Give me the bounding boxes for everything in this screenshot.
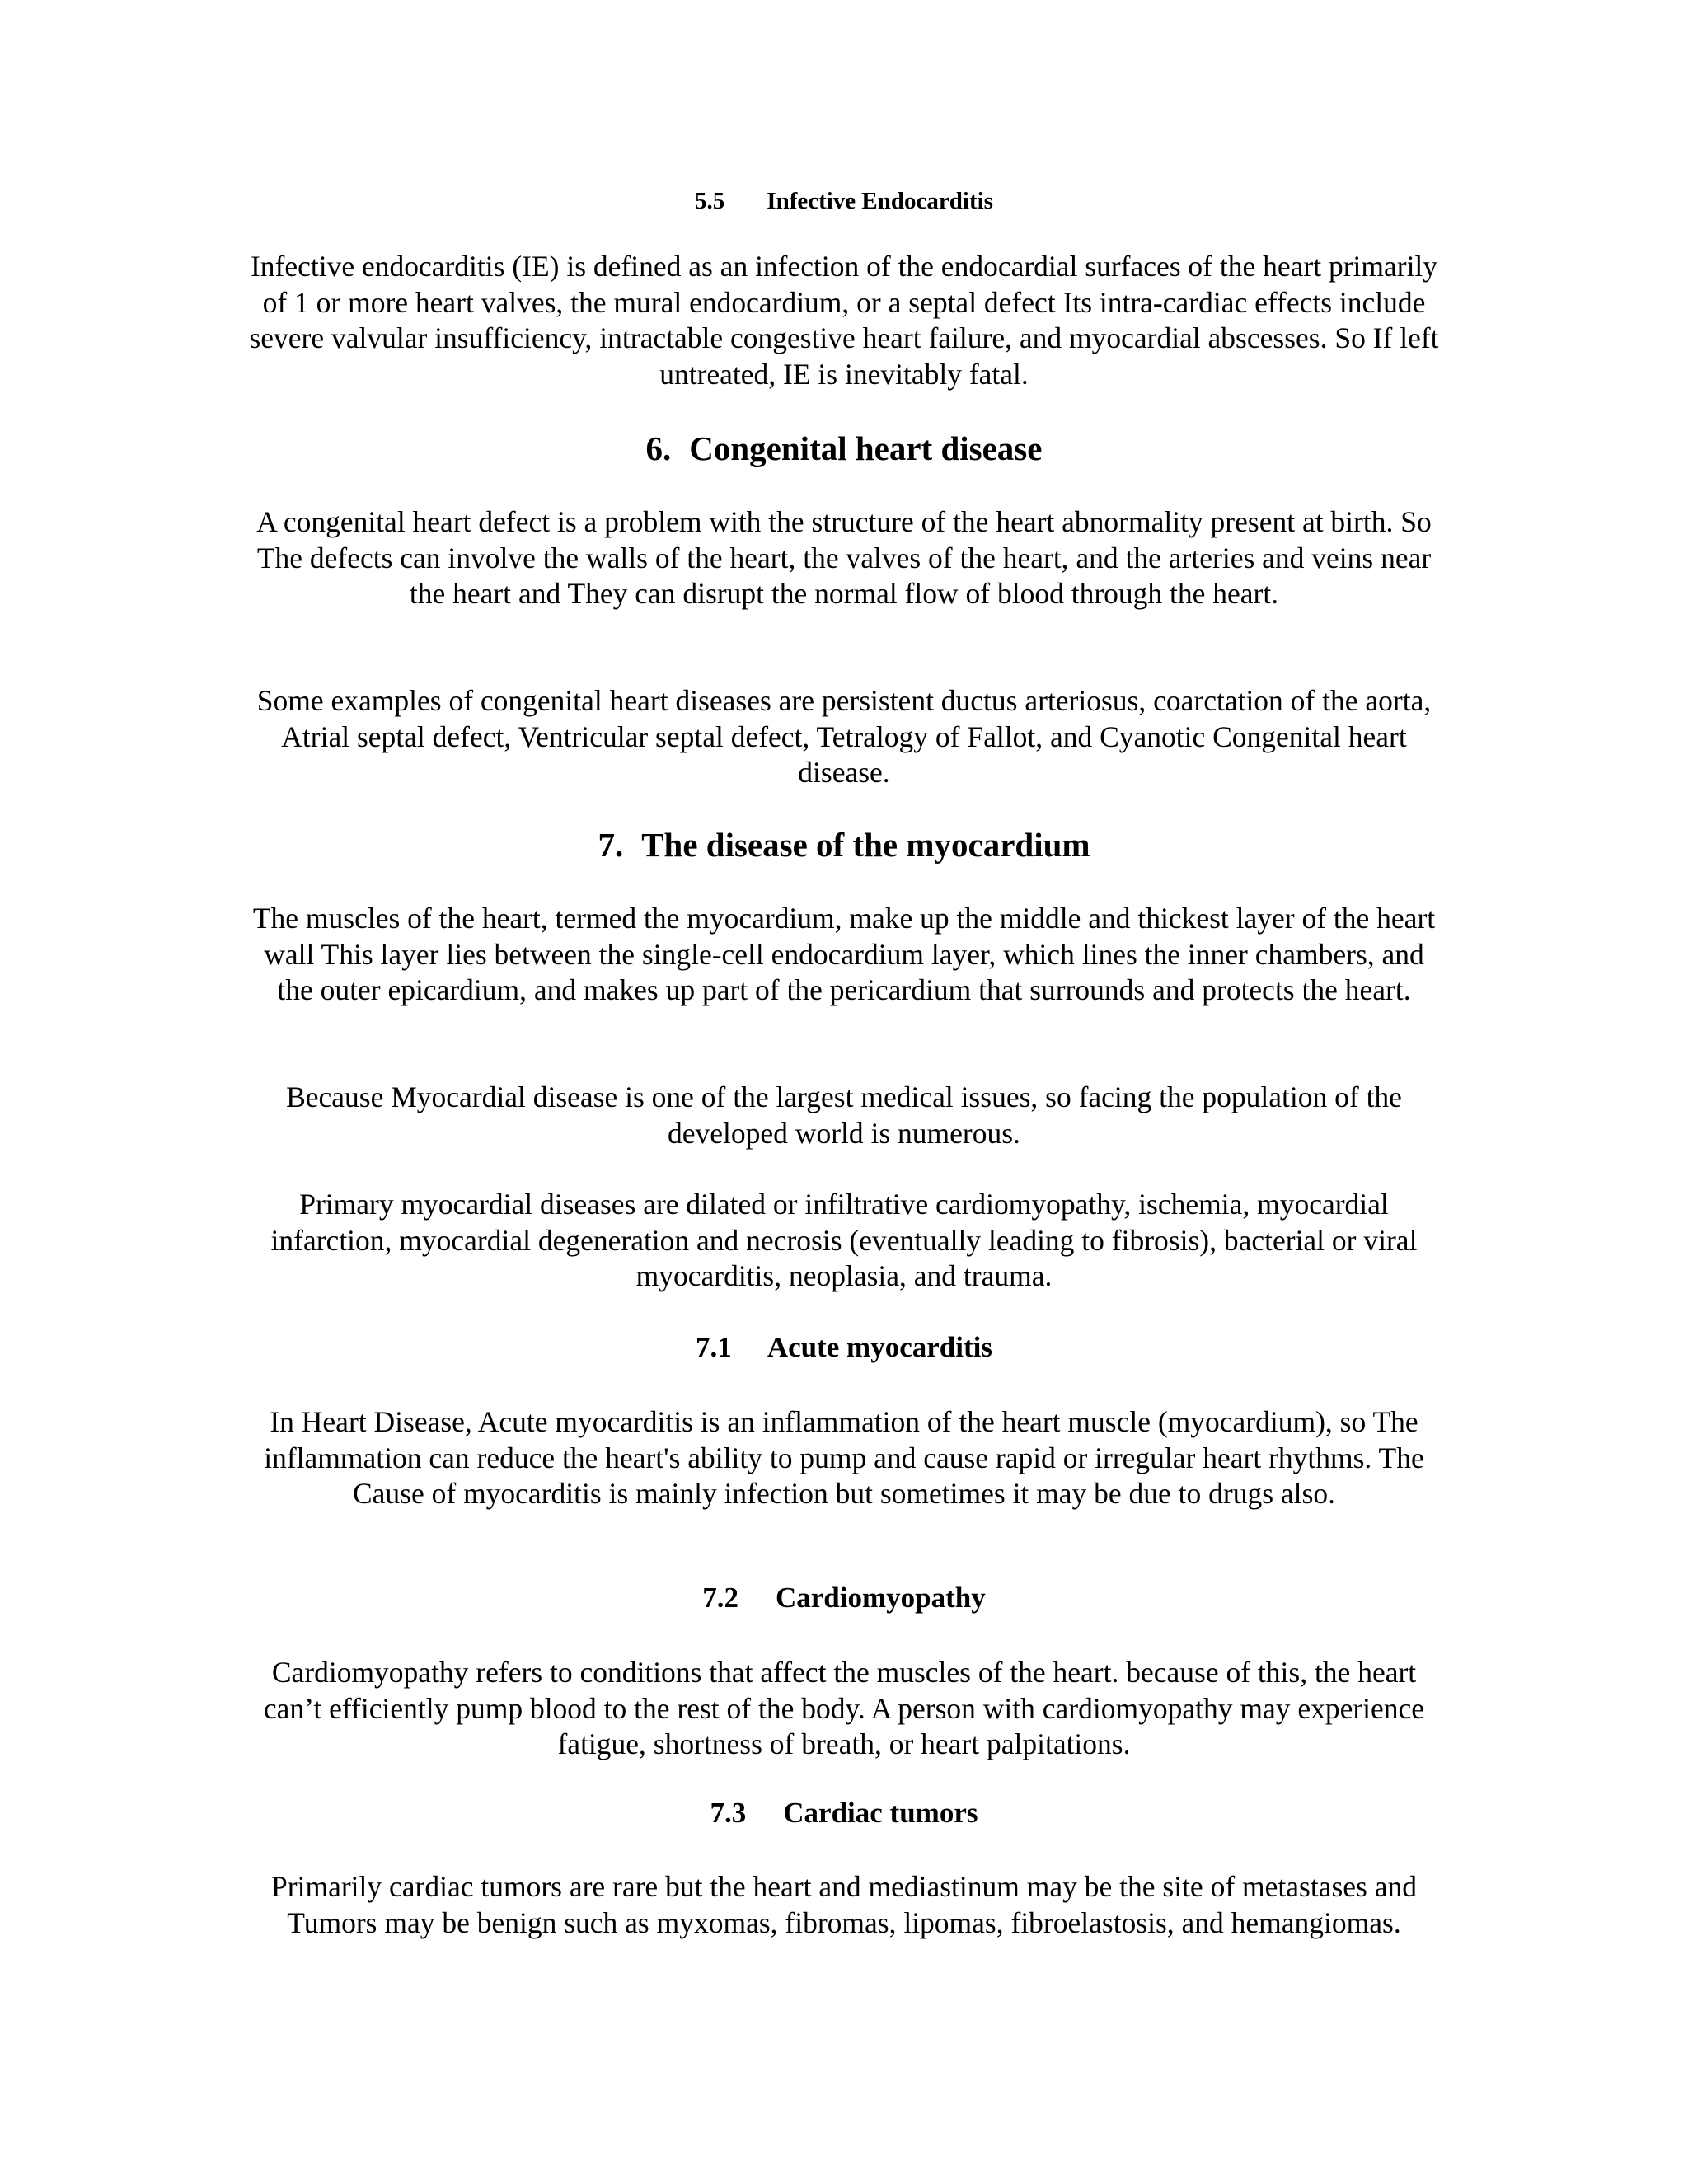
paragraph: Primarily cardiac tumors are rare but the heart and mediastinum may be the site of metastases and Tumors may be benign such as myxomas, fibromas, lipomas, fibroelastosis, and hemangiomas. bbox=[271, 1870, 1417, 1939]
section-title: Acute myocarditis bbox=[767, 1331, 992, 1363]
paragraph: In Heart Disease, Acute myocarditis is an inflammation of the heart muscle (myocardium), so The inflammation can reduce the heart's ability to pump and cause rapid or irregular heart rhythms. The Cause of myocarditis is mainly infection but sometimes it may be due to drugs also. bbox=[264, 1405, 1424, 1510]
section-heading-7-2 bbox=[247, 1583, 1441, 1613]
section-number: 5.5 bbox=[695, 188, 725, 214]
section-heading-5-5 bbox=[247, 186, 1441, 216]
section-title: Congenital heart disease bbox=[689, 429, 1043, 467]
section-title: Cardiac tumors bbox=[783, 1797, 978, 1829]
section-number: 7. bbox=[598, 826, 624, 864]
paragraph: Infective endocarditis (IE) is defined as an infection of the endocardial surfaces of the heart primarily of 1 or more heart valves, the mural endocardium, or a septal defect Its intra-cardiac effects include severe valvular insufficiency, intractable congestive heart failure, and myocardial abscesses. So If left untreated, IE is inevitably fatal. bbox=[249, 250, 1439, 391]
section-heading-7 bbox=[247, 824, 1441, 865]
section-heading-7-3 bbox=[247, 1798, 1441, 1828]
section-title: The disease of the myocardium bbox=[641, 826, 1090, 864]
section-number: 7.1 bbox=[696, 1331, 732, 1363]
section-number: 6. bbox=[645, 429, 672, 467]
section-number: 7.2 bbox=[702, 1582, 738, 1614]
section-heading-7-1 bbox=[247, 1333, 1441, 1362]
paragraph: A congenital heart defect is a problem with the structure of the heart abnormality present at birth. So The defects can involve the walls of the heart, the valves of the heart, and the arteries and veins near the heart and They can disrupt the normal flow of blood through the heart. bbox=[256, 505, 1432, 610]
section-number: 7.3 bbox=[710, 1797, 747, 1829]
paragraph: Some examples of congenital heart diseases are persistent ductus arteriosus, coarctation of the aorta, Atrial septal defect, Ventricular septal defect, Tetralogy of Fallot, and Cyanotic Congenital heart disease. bbox=[256, 684, 1432, 789]
paragraph: The muscles of the heart, termed the myocardium, make up the middle and thickest layer of the heart wall This layer lies between the single-cell endocardium layer, which lines the inner chambers, and the outer epicardium, and makes up part of the pericardium that surrounds and protects the heart. bbox=[252, 902, 1436, 1006]
paragraph: Primary myocardial diseases are dilated or infiltrative cardiomyopathy, ischemia, myocardial infarction, myocardial degeneration and necrosis (eventually leading to fibrosis), bacterial or viral myocarditis, neoplasia, and trauma. bbox=[270, 1188, 1418, 1292]
paragraph: Cardiomyopathy refers to conditions that affect the muscles of the heart. because of this, the heart can’t efficiently pump blood to the rest of the body. A person with cardiomyopathy may experience fatigue, shortness of breath, or heart palpitations. bbox=[263, 1656, 1425, 1760]
section-title: Cardiomyopathy bbox=[776, 1582, 986, 1614]
section-heading-6 bbox=[247, 428, 1441, 469]
section-title: Infective Endocarditis bbox=[767, 188, 993, 214]
paragraph: Because Myocardial disease is one of the largest medical issues, so facing the population of the developed world is numerous. bbox=[286, 1080, 1402, 1150]
